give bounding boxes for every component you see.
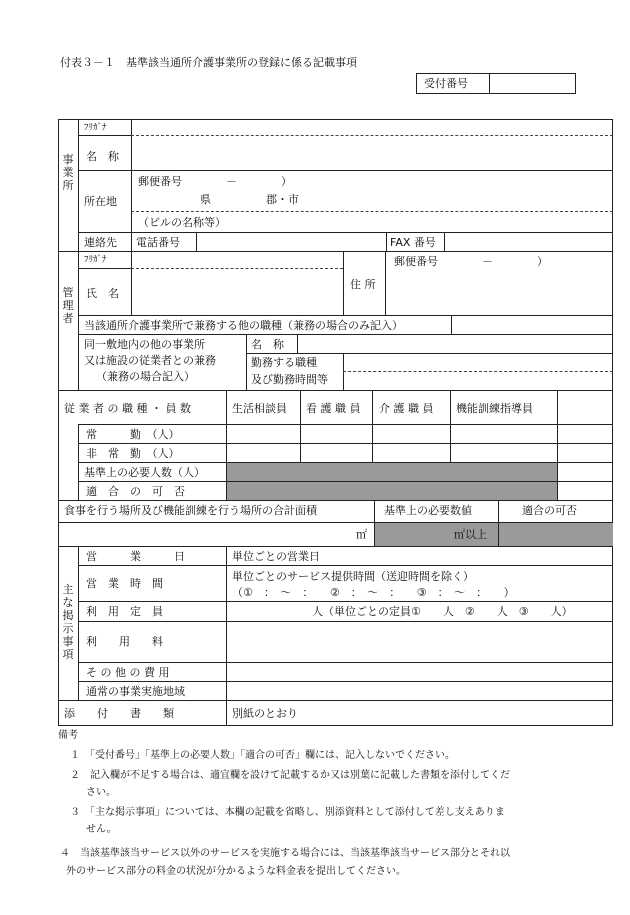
note-3: ３ 「主な掲示事項」については、本欄の記載を省略し、別添資料として添付して差し支えありま: [70, 807, 505, 818]
concurrent-label-2: 又は施設の従業者との兼務: [84, 354, 216, 367]
attachment-label: 添 付 書 類: [64, 707, 174, 720]
note-1: １ 「受付番号」「基準上の必要人数」「適合の可否」欄には、記入しないでください。: [70, 750, 455, 761]
manager-address-input[interactable]: [388, 272, 608, 310]
manager-other-duty-input[interactable]: [454, 317, 608, 332]
office-fax-label: FAX 番号: [390, 236, 436, 249]
staff-col-nurse: 看 護 職 員: [306, 402, 361, 415]
parttime-nurse-input[interactable]: [303, 445, 369, 460]
area-reserved-gray: [375, 523, 613, 546]
receipt-number-input[interactable]: [492, 76, 573, 91]
area-label: 食事を行う場所及び機能訓練を行う場所の合計面積: [64, 504, 317, 517]
fee-input[interactable]: [229, 623, 607, 659]
staff-col-counselor: 生活相談員: [232, 402, 287, 415]
parttime-counselor-input[interactable]: [229, 445, 297, 460]
business-days-label: 営 業 日: [86, 550, 185, 563]
parttime-caregiver-input[interactable]: [375, 445, 447, 460]
office-phone-label: 電話番号: [136, 236, 180, 249]
office-address-label: 所在地: [84, 195, 117, 208]
staff-row-required: 基準上の必要人数（人）: [84, 466, 205, 479]
office-pref-city: 県 郡・市: [200, 193, 299, 206]
office-name-label: 名 称: [86, 150, 119, 163]
concurrent-duty-label-1: 勤務する職種: [251, 356, 317, 369]
note-2-cont: さい。: [86, 787, 116, 798]
hours-value: 単位ごとのサービス提供時間（送迎時間を除く）: [232, 570, 474, 583]
manager-address-label: 住 所: [350, 278, 376, 291]
area-input[interactable]: [62, 525, 352, 543]
concurrent-name-label: 名 称: [251, 338, 284, 351]
fulltime-trainer-input[interactable]: [453, 426, 554, 441]
manager-section-label: 管理者: [62, 286, 74, 325]
office-building: （ビルの名称等）: [138, 216, 226, 229]
manager-name-label: 氏 名: [86, 287, 119, 300]
concurrent-name-input[interactable]: [300, 336, 608, 351]
manager-other-duty-label: 当該通所介護事業所で兼務する他の職種（兼務の場合のみ記入）: [84, 319, 403, 332]
office-section-label: 事業所: [62, 153, 74, 192]
fulltime-counselor-input[interactable]: [229, 426, 297, 441]
notes-title: 備考: [58, 730, 78, 741]
area-unit: ㎡: [356, 528, 367, 541]
office-furigana-input[interactable]: [134, 121, 604, 134]
capacity-label: 利 用 定 員: [86, 605, 163, 618]
capacity-value: 人（単位ごとの定員① 人 ② 人 ③ 人）: [312, 605, 573, 618]
note-4: ４ 当該基準該当サービス以外のサービスを実施する場合には、当該基準該当サービス部分とそれ以: [60, 848, 510, 859]
concurrent-label-3: （兼務の場合記入）: [96, 370, 195, 383]
office-address-input[interactable]: [320, 192, 600, 208]
staff-header: 従 業 者 の 職 種 ・ 員 数: [64, 402, 191, 415]
note-3-cont: せん。: [86, 824, 117, 835]
area-fit-label: 適合の可否: [522, 504, 577, 517]
concurrent-label-1: 同一敷地内の他の事業所: [84, 338, 205, 351]
manager-name-input[interactable]: [134, 272, 340, 310]
office-contact-label: 連絡先: [84, 236, 117, 249]
other-fee-label: そ の 他 の 費 用: [86, 666, 170, 679]
fee-label: 利 用 料: [86, 635, 163, 648]
business-days-value: 単位ごとの営業日: [232, 550, 320, 563]
parttime-trainer-input[interactable]: [453, 445, 554, 460]
service-area-label: 通常の事業実施地域: [86, 685, 185, 698]
receipt-number-label: 受付番号: [424, 77, 468, 90]
manager-furigana-input[interactable]: [134, 253, 340, 266]
office-postal: 郵便番号 － ）: [138, 175, 292, 188]
area-standard-label: 基準上の必要数値: [384, 504, 472, 517]
staff-row-fit: 適 合 の 可 否: [86, 485, 185, 498]
attachment-value: 別紙のとおり: [232, 707, 298, 720]
staff-col-caregiver: 介 護 職 員: [379, 402, 434, 415]
page-title: 付表３－１ 基準該当通所介護事業所の登録に係る記載事項: [60, 56, 357, 69]
hours-label: 営 業 時 間: [86, 577, 163, 590]
manager-postal: 郵便番号 － ）: [394, 255, 548, 268]
staff-col-trainer: 機能訓練指導員: [456, 402, 533, 415]
staff-row-parttime: 非 常 勤 （人）: [86, 447, 180, 460]
area-min-unit: ㎡以上: [454, 528, 487, 541]
manager-furigana-label: ﾌﾘｶﾞﾅ: [84, 255, 107, 265]
postings-section-label: 主な掲示事項: [62, 583, 74, 661]
fulltime-nurse-input[interactable]: [303, 426, 369, 441]
fulltime-caregiver-input[interactable]: [375, 426, 447, 441]
staff-row-fulltime: 常 勤 （人）: [86, 428, 180, 441]
office-name-input[interactable]: [134, 138, 604, 166]
hours-slots: （① ： ～ ： ② ： ～ ： ③ ： ～ ： ）: [232, 586, 515, 599]
service-area-input[interactable]: [229, 683, 607, 698]
office-furigana-label: ﾌﾘｶﾞﾅ: [84, 123, 107, 133]
concurrent-duty-input[interactable]: [346, 355, 608, 387]
concurrent-duty-label-2: 及び勤務時間等: [251, 373, 328, 386]
note-2: ２ 記入欄が不足する場合は、適宜欄を設けて記載するか又は別葉に記載した書類を添付してくだ: [70, 770, 510, 781]
note-4-cont: 外のサービス部分の料金の状況が分かるような料金表を提出してください。: [66, 866, 406, 877]
office-phone-input[interactable]: [199, 234, 384, 249]
other-fee-input[interactable]: [229, 664, 607, 679]
office-fax-input[interactable]: [447, 234, 607, 249]
